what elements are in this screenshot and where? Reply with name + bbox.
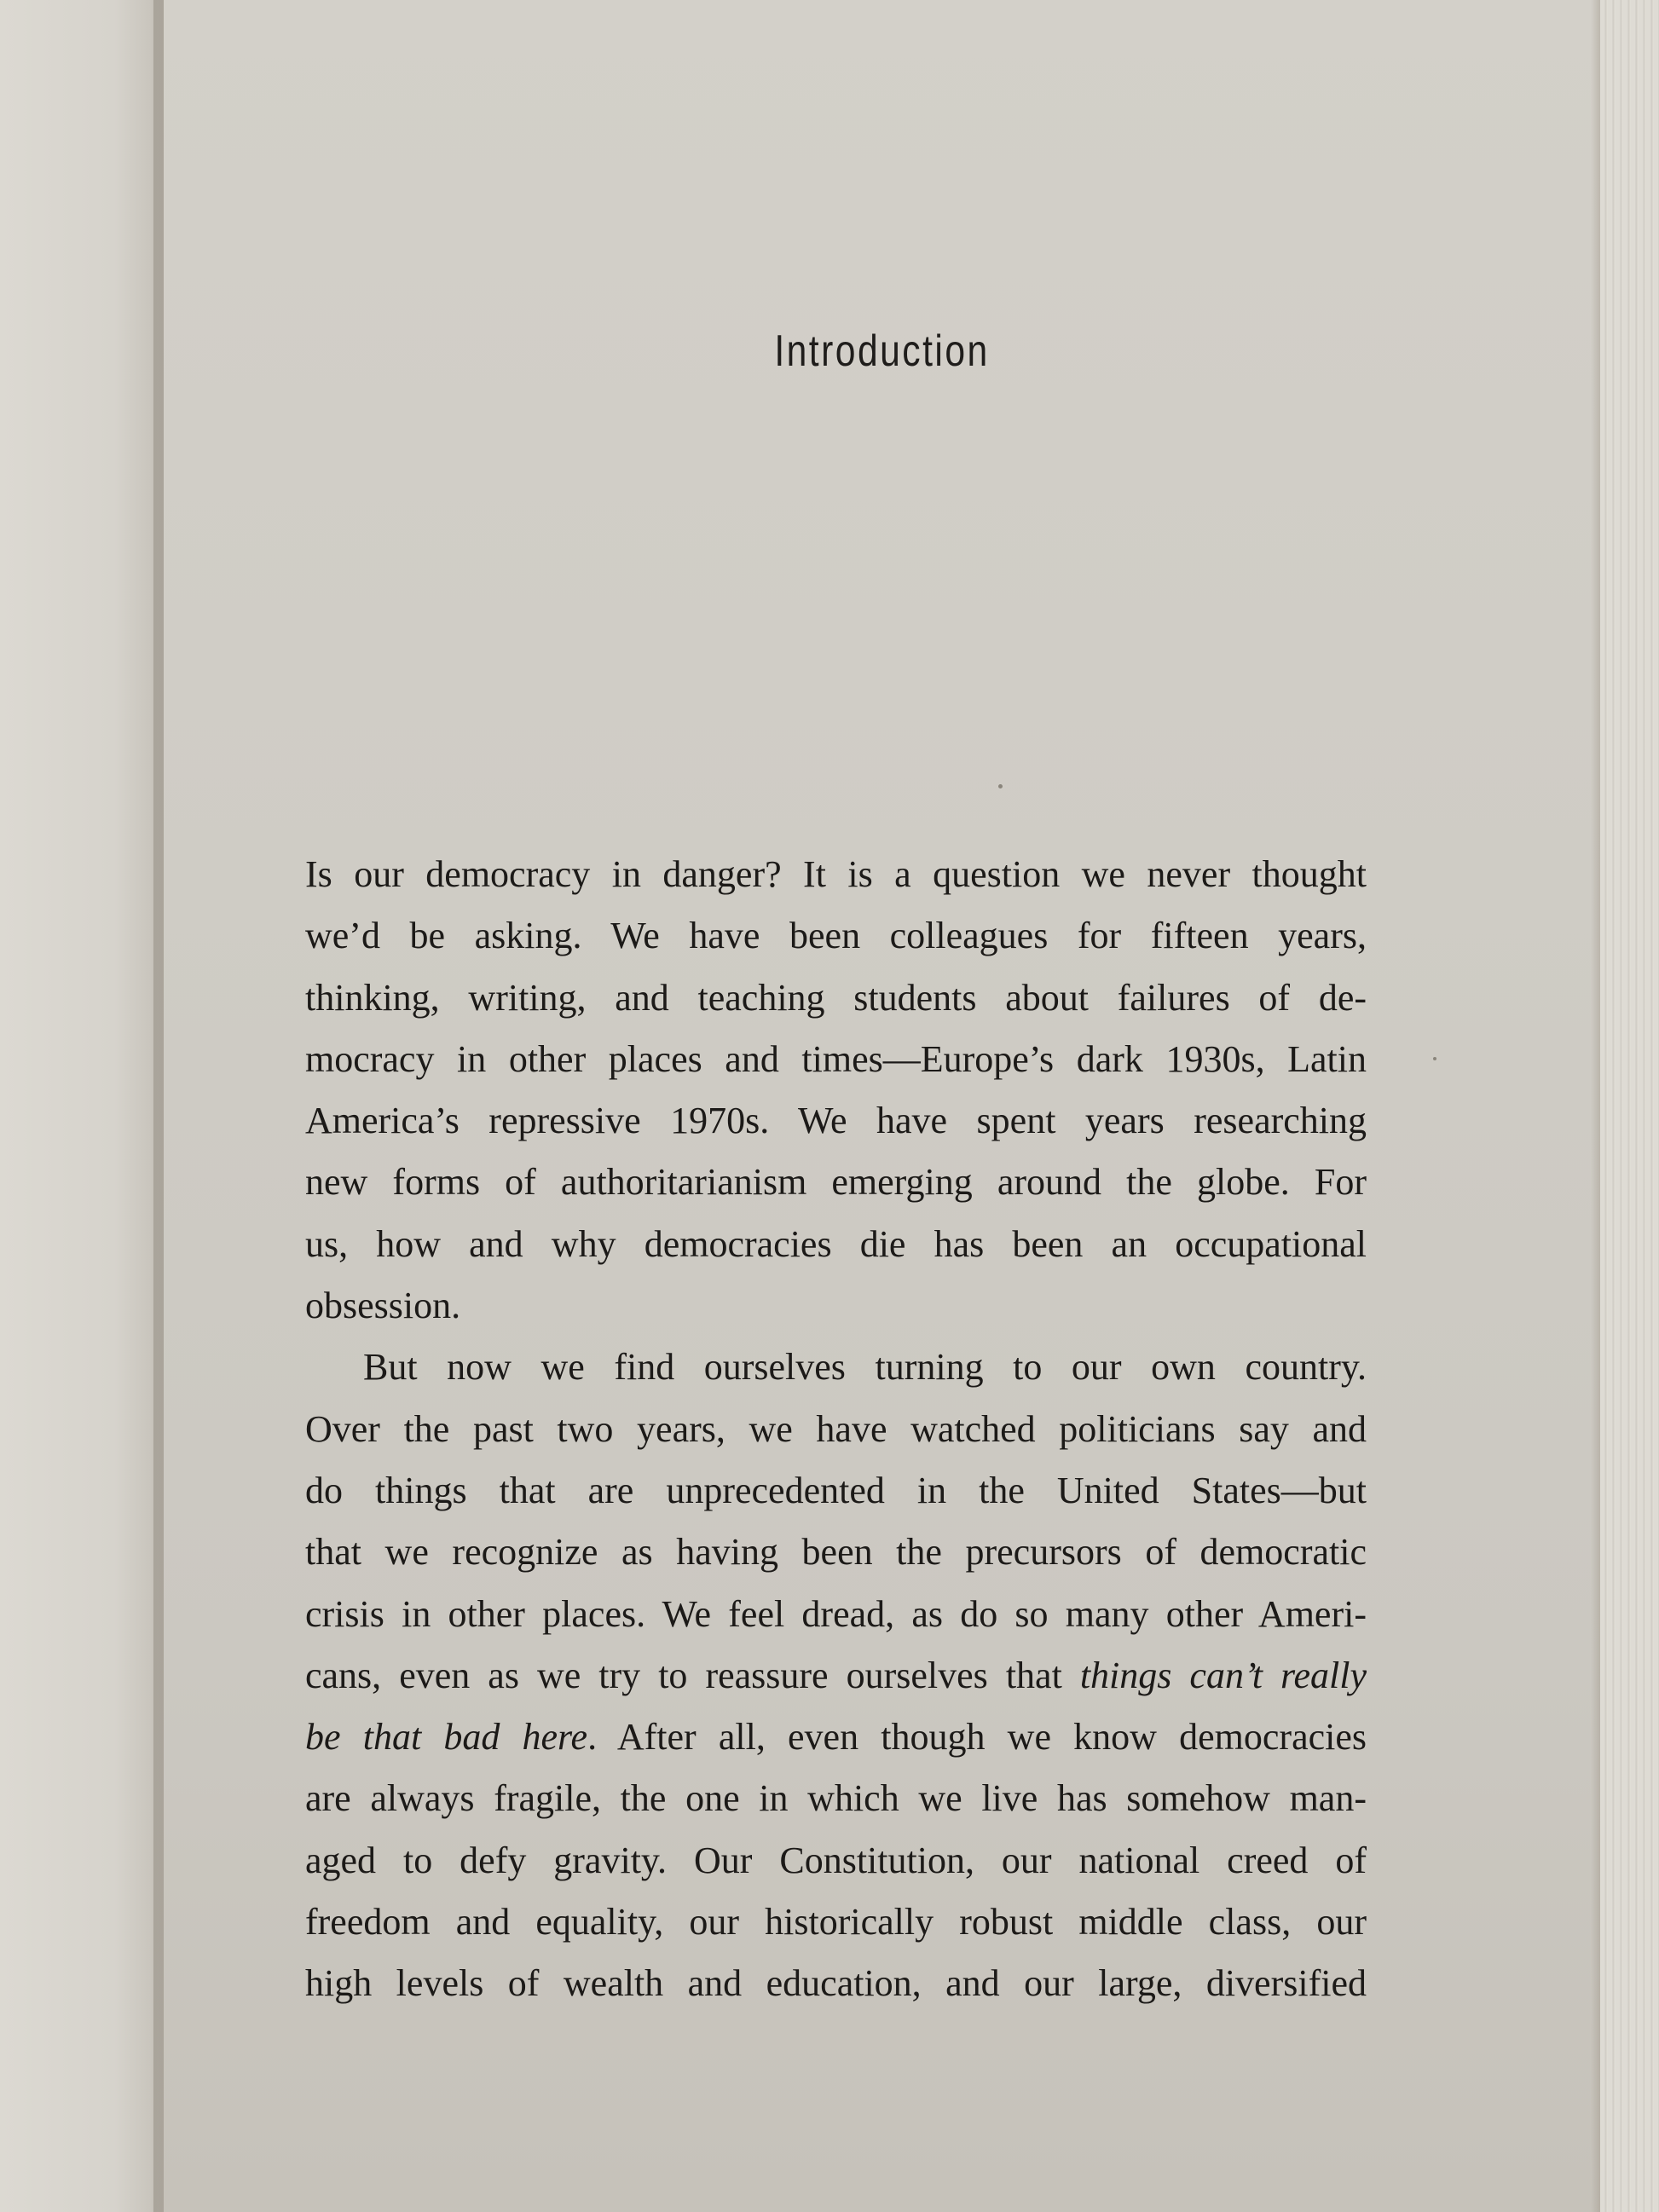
text-line [305, 1645, 1367, 1707]
text-line: us, how and why democracies die has been an occupational [305, 1222, 1367, 1265]
text-line: obsession. [305, 1285, 461, 1327]
paper-speck [1433, 1057, 1436, 1060]
text-line: America’s repressive 1970s. We have spent years researching [305, 1100, 1367, 1142]
text-line: we’d be asking. We have been colleagues for fifteen years, [305, 915, 1367, 957]
paper-speck [998, 784, 1003, 788]
text-line: high levels of wealth and education, and our large, diversified [305, 1962, 1367, 2005]
page-stack-edge [1600, 0, 1659, 2212]
text-line: crisis in other places. We feel dread, as do so many other Ameri- [305, 1592, 1367, 1635]
text-line: thinking, writing, and teaching students about failures of de- [305, 976, 1367, 1019]
text-line: Is our democracy in danger? It is a question we never thought [305, 853, 1367, 895]
text-segment: . After all, even though we know democracies [587, 1716, 1367, 1759]
text-line: new forms of authoritarianism emerging around the globe. For [305, 1161, 1367, 1204]
text-line: Over the past two years, we have watched politicians say and [305, 1407, 1367, 1450]
italic-phrase: things can’t really [1079, 1654, 1367, 1696]
facing-page-edge [0, 0, 164, 2212]
text-line: freedom and equality, our historically robust middle class, our [305, 1901, 1367, 1943]
body-text [305, 844, 1367, 2015]
text-segment: cans, even as we try to reassure ourselves that [305, 1654, 1080, 1696]
chapter-title: Introduction [774, 326, 990, 376]
text-line: do things that are unprecedented in the United States—but [305, 1469, 1367, 1511]
italic-phrase: be that bad here [305, 1716, 588, 1759]
text-line: are always fragile, the one in which we live has somehow man- [305, 1777, 1367, 1820]
text-line: aged to defy gravity. Our Constitution, our national creed of [305, 1839, 1367, 1881]
text-line [305, 1707, 1367, 1768]
text-line: that we recognize as having been the precursors of democratic [305, 1531, 1367, 1574]
text-line: But now we find ourselves turning to our own country. [363, 1346, 1367, 1389]
text-line: mocracy in other places and times—Europe’s dark 1930s, Latin [305, 1037, 1367, 1080]
